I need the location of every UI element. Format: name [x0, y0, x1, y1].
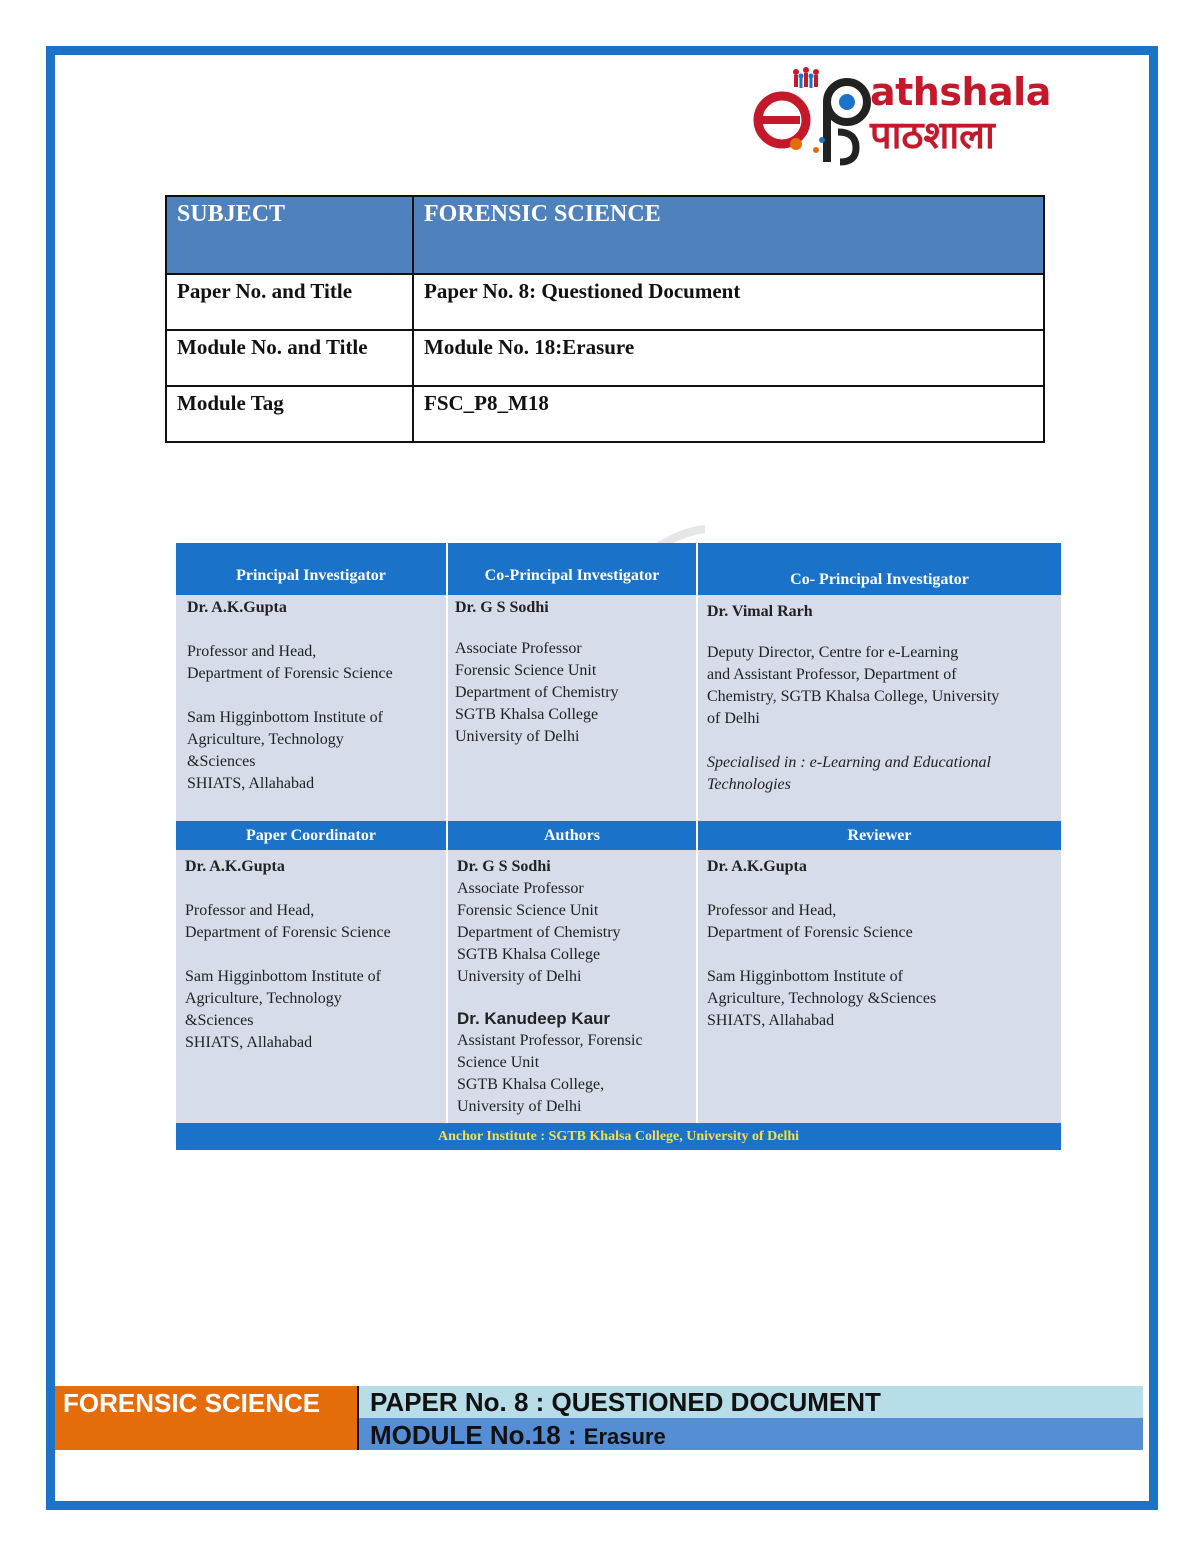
subject-label: SUBJECT: [166, 196, 413, 274]
copi2-details: [707, 601, 1057, 796]
copi1-line: University of Delhi: [455, 728, 580, 745]
header-paper-coordinator: Paper Coordinator: [176, 821, 446, 850]
anchor-institute: Anchor Institute : SGTB Khalsa College, University of Delhi: [176, 1123, 1061, 1150]
module-value: Module No. 18:Erasure: [413, 330, 1044, 386]
subject-value: FORENSIC SCIENCE: [413, 196, 1044, 274]
coordinator-line: Department of Forensic Science: [185, 924, 391, 941]
header-principal-investigator: Principal Investigator: [176, 543, 446, 595]
logo-text-english: athshala: [870, 70, 1051, 114]
coordinator-line: Professor and Head,: [185, 902, 315, 919]
coordinator-line: &Sciences: [185, 1012, 254, 1029]
footer-paper: PAPER No. 8 : QUESTIONED DOCUMENT: [357, 1386, 1143, 1418]
reviewer-line: Sam Higginbottom Institute of: [707, 968, 903, 985]
author-2-line: SGTB Khalsa College,: [457, 1076, 605, 1093]
author-2-name: Dr. Kanudeep Kaur: [457, 1009, 611, 1028]
author-2-line: Science Unit: [457, 1054, 540, 1071]
footer-module-prefix: MODULE No.18 :: [370, 1420, 584, 1450]
copi1-name: Dr. G S Sodhi: [455, 599, 549, 616]
header-co-principal-investigator: Co-Principal Investigator: [448, 543, 696, 595]
table-row: [166, 274, 1044, 330]
credits-panel: [176, 543, 1061, 1150]
footer-subject: FORENSIC SCIENCE: [55, 1386, 357, 1450]
author-1-line: SGTB Khalsa College: [457, 946, 601, 963]
pi-line: Sam Higginbottom Institute of: [187, 709, 383, 726]
pi-name: Dr. A.K.Gupta: [187, 599, 287, 616]
header-reviewer: Reviewer: [698, 821, 1061, 850]
coordinator-line: Agriculture, Technology: [185, 990, 342, 1007]
pi-line: SHIATS, Allahabad: [187, 775, 315, 792]
pi-line: &Sciences: [187, 753, 256, 770]
copi1-line: Associate Professor: [455, 640, 582, 657]
author-2-line: University of Delhi: [457, 1098, 582, 1115]
pi-line: Department of Forensic Science: [187, 665, 393, 682]
copi2-line: Chemistry, SGTB Khalsa College, University: [707, 688, 1000, 705]
copi2-specialisation: Specialised in : e-Learning and Educational: [707, 754, 991, 771]
footer-module: [357, 1418, 1143, 1450]
copi1-line: SGTB Khalsa College: [455, 706, 599, 723]
copi1-details: [455, 597, 695, 748]
module-tag-label: Module Tag: [166, 386, 413, 442]
coordinator-line: SHIATS, Allahabad: [185, 1034, 313, 1051]
coordinator-details: [185, 856, 443, 1054]
pi-line: Agriculture, Technology: [187, 731, 344, 748]
header-co-principal-investigator-2: Co- Principal Investigator: [698, 543, 1061, 595]
reviewer-line: Department of Forensic Science: [707, 924, 913, 941]
copi2-name: Dr. Vimal Rarh: [707, 603, 813, 620]
paper-value: Paper No. 8: Questioned Document: [413, 274, 1044, 330]
coordinator-line: Sam Higginbottom Institute of: [185, 968, 381, 985]
copi2-line: of Delhi: [707, 710, 760, 727]
reviewer-name: Dr. A.K.Gupta: [707, 858, 807, 875]
reviewer-line: Agriculture, Technology &Sciences: [707, 990, 937, 1007]
table-row: [166, 386, 1044, 442]
subject-table: [165, 195, 1045, 443]
author-2-line: Assistant Professor, Forensic: [457, 1032, 643, 1049]
logo-text-hindi: पाठशाला: [870, 113, 995, 157]
header-authors: Authors: [448, 821, 696, 850]
paper-label: Paper No. and Title: [166, 274, 413, 330]
copi1-line: Department of Chemistry: [455, 684, 619, 701]
author-1-line: Associate Professor: [457, 880, 584, 897]
reviewer-line: Professor and Head,: [707, 902, 837, 919]
copi2-line: and Assistant Professor, Department of: [707, 666, 957, 683]
pi-details: [187, 597, 442, 795]
pi-line: Professor and Head,: [187, 643, 317, 660]
footer-module-title: Erasure: [583, 1424, 666, 1449]
author-1-line: University of Delhi: [457, 968, 582, 985]
reviewer-details: [707, 856, 1057, 1032]
module-tag-value: FSC_P8_M18: [413, 386, 1044, 442]
table-row: [166, 330, 1044, 386]
table-row: [166, 196, 1044, 274]
copi2-line: Deputy Director, Centre for e-Learning: [707, 644, 959, 661]
author-1-line: Forensic Science Unit: [457, 902, 599, 919]
copi2-specialisation: Technologies: [707, 776, 791, 793]
module-label: Module No. and Title: [166, 330, 413, 386]
coordinator-name: Dr. A.K.Gupta: [185, 858, 285, 875]
epathshala-emblem-icon: [752, 62, 872, 167]
copi1-line: Forensic Science Unit: [455, 662, 597, 679]
author-1-name: Dr. G S Sodhi: [457, 858, 551, 875]
reviewer-line: SHIATS, Allahabad: [707, 1012, 835, 1029]
author-1-line: Department of Chemistry: [457, 924, 621, 941]
authors-details: [457, 856, 695, 1118]
